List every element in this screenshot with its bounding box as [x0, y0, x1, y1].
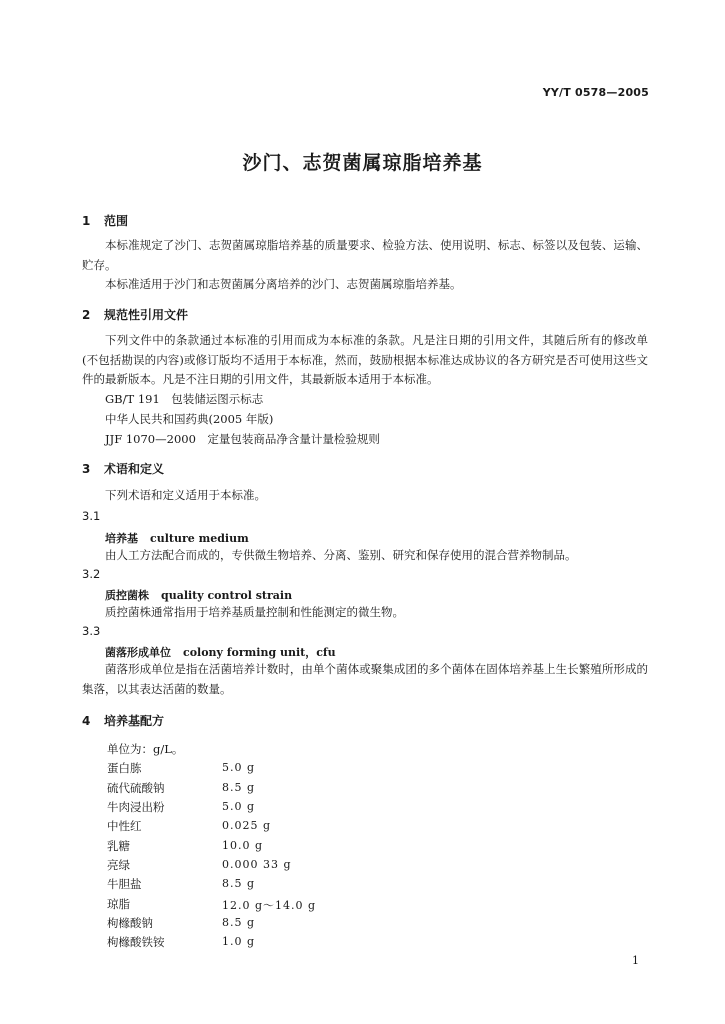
ingredient-amount: 10.0 g [222, 839, 264, 852]
section-2-heading [82, 306, 188, 323]
section-3-heading [82, 460, 164, 477]
term-number: 3.2 [82, 567, 101, 581]
ingredient-amount: 0.000 33 g [222, 858, 292, 871]
standard-number: YY/T 0578—2005 [542, 86, 649, 99]
unit-note: 单位为：g/L。 [107, 742, 184, 756]
reference-item: 中华人民共和国药典(2005 年版) [105, 412, 274, 426]
document-title: 沙门、志贺菌属琼脂培养基 [242, 152, 483, 174]
term-definition: 由人工方法配合而成的，专供微生物培养、分离、鉴别、研究和保存使用的混合营养物制品。 [105, 548, 577, 562]
section-number: 3 [82, 462, 91, 476]
term-zh: 菌落形成单位 [105, 646, 171, 659]
ingredient-name: 牛肉浸出粉 [107, 800, 165, 814]
ingredient-name: 枸橼酸铁铵 [107, 935, 165, 949]
section-title: 术语和定义 [104, 462, 165, 476]
reference-item: GB/T 191 包装储运图示标志 [105, 392, 264, 406]
term-heading [105, 644, 336, 660]
section-1-para-2: 本标准适用于沙门和志贺菌属分离培养的沙门、志贺菌属琼脂培养基。 [105, 277, 462, 291]
term-en: quality control strain [161, 589, 293, 602]
term-heading [105, 530, 249, 546]
ingredient-amount: 1.0 g [222, 935, 256, 948]
section-4-heading [82, 712, 164, 729]
ingredient-name: 中性红 [107, 819, 142, 833]
term-zh: 质控菌株 [105, 589, 149, 602]
section-number: 2 [82, 308, 91, 322]
ingredient-amount: 5.0 g [222, 800, 256, 813]
section-3-intro: 下列术语和定义适用于本标准。 [105, 488, 266, 502]
section-1-para-1: 本标准规定了沙门、志贺菌属琼脂培养基的质量要求、检验方法、使用说明、标志、标签以及包装、运输、贮存。 [82, 238, 648, 272]
ingredient-amount: 8.5 g [222, 877, 256, 890]
section-title: 规范性引用文件 [104, 308, 189, 322]
term-number: 3.1 [82, 509, 101, 523]
ingredient-amount: 0.025 g [222, 819, 272, 832]
page-number: 1 [632, 954, 639, 967]
ingredient-name: 亮绿 [107, 858, 130, 872]
term-number: 3.3 [82, 624, 101, 638]
section-2-para-1: 下列文件中的条款通过本标准的引用而成为本标准的条款。凡是注日期的引用文件，其随后所有的修改单(不包括勘误的内容)或修订版均不适用于本标准，然而，鼓励根据本标准达成协议的各方研究是否可使用这些文件的最新版本。凡是不注日期的引用文件，其最新版本适用于本标准。 [82, 333, 648, 386]
term-zh: 培养基 [105, 532, 138, 545]
term-heading [105, 587, 292, 603]
ingredient-name: 蛋白胨 [107, 761, 142, 775]
reference-item: JJF 1070—2000 定量包装商品净含量计量检验规则 [105, 432, 380, 446]
section-title: 范围 [104, 214, 129, 228]
ingredient-name: 硫代硫酸钠 [107, 781, 165, 795]
section-number: 1 [82, 214, 91, 228]
ingredient-name: 琼脂 [107, 897, 130, 911]
section-1-heading [82, 212, 128, 229]
ingredient-amount: 12.0 g～14.0 g [222, 899, 317, 912]
ingredient-amount: 8.5 g [222, 781, 256, 794]
term-definition: 质控菌株通常指用于培养基质量控制和性能测定的微生物。 [105, 605, 404, 619]
term-en: colony forming unit，cfu [183, 646, 336, 659]
ingredient-name: 牛胆盐 [107, 877, 142, 891]
section-title: 培养基配方 [104, 714, 165, 728]
term-definition: 菌落形成单位是指在活菌培养计数时，由单个菌体或聚集成团的多个菌体在固体培养基上生长繁殖所形成的集落，以其表达活菌的数量。 [82, 662, 648, 696]
ingredient-name: 枸橼酸钠 [107, 916, 153, 930]
ingredient-amount: 8.5 g [222, 916, 256, 929]
term-en: culture medium [150, 532, 249, 545]
ingredient-name: 乳糖 [107, 839, 130, 853]
section-number: 4 [82, 714, 91, 728]
ingredient-amount: 5.0 g [222, 761, 256, 774]
